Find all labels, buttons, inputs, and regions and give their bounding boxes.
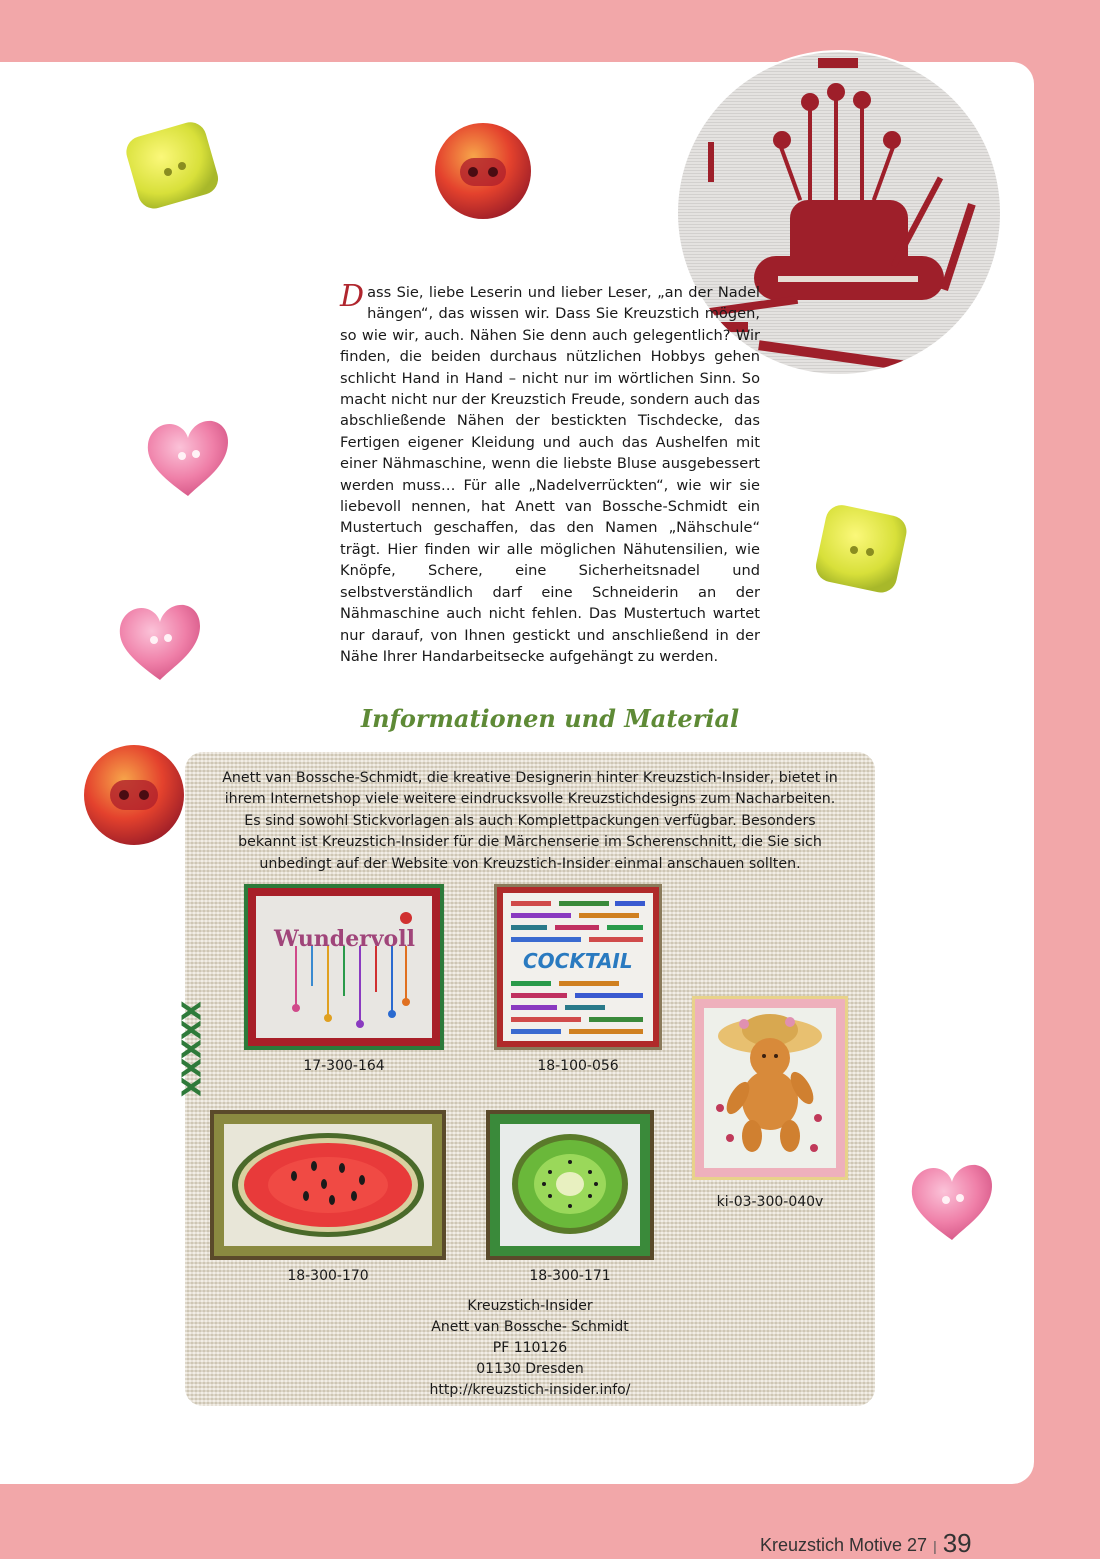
product-image-cocktail [494,884,662,1050]
footer-separator: | [933,1538,937,1554]
contact-address [380,1296,680,1401]
cross-stitch-marks: XXXXX [174,1000,205,1097]
page-number: 39 [942,1528,972,1558]
wundervoll-art-text: Wundervoll [274,926,415,952]
pink-heart-button-icon [904,1154,1000,1248]
red-round-button-icon [430,118,536,224]
watermelon-artwork-icon [224,1124,432,1246]
pink-heart-button-icon [140,412,236,504]
product-code: 17-300-164 [303,1058,385,1074]
intro-text: ass Sie, liebe Leserin und lieber Leser, „an der Nadel hängen“, das wissen wir. Dass Sie Kreuzstich mögen, so wie wir, auch. Nähen Sie denn auch gelegentlich? Wir finden, die beiden durchaus nützlichen Hobbys gehen schlicht Hand in Hand – nicht nur im wörtlichen Sinn. So macht nicht nur der Kreuzstich Freude, sondern auch das abschließende Nähen der bestickten Tischdecke, das Fertigen eigener Kleidung und auch das Aushelfen mit einer Nähmaschine, wenn die liebste Bluse ausgebessert werden muss… Für alle „Nadelverrückten“, wie wir sie liebevoll nennen, hat Anett van Bossche-Schmidt ein Mustertuch geschaffen, das den Namen „Nähschule“ trägt. Hier finden wir alle möglichen Nähutensilien, wie Knöpfe, Schere, eine Sicherheitsnadel und selbstverständlich darf eine Schneiderin an der Nähmaschine auch nicht fehlen. Das Mustertuch wartet nur darauf, von Ihnen gestickt und anschließend in der Nähe Ihrer Handarbeitsecke aufgehängt zu werden. [340,284,760,665]
product-image-watermelon [210,1110,446,1260]
wundervoll-artwork-icon [256,896,432,1038]
intro-paragraph [340,279,760,667]
product-code: 18-100-056 [537,1058,619,1074]
page-footer [760,1528,972,1559]
contact-url[interactable]: http://kreuzstich-insider.info/ [429,1382,631,1398]
product-image-teddy [692,996,848,1180]
cocktail-art-text: COCKTAIL [523,949,633,973]
product-image-wundervoll [244,884,444,1050]
kiwi-artwork-icon [500,1124,640,1246]
section-title: Informationen und Material [360,704,740,733]
yellow-square-button-icon [118,112,230,224]
product-code: ki-03-300-040v [716,1194,824,1210]
contact-po-box: PF 110126 [492,1340,568,1356]
red-round-button-icon [78,742,190,848]
drop-cap: D [340,279,365,314]
contact-company: Kreuzstich-Insider [467,1298,593,1314]
product-code: 18-300-171 [529,1268,611,1284]
contact-city: 01130 Dresden [476,1361,584,1377]
yellow-square-button-icon [806,494,918,606]
pink-heart-button-icon [112,594,208,688]
contact-name: Anett van Bossche- Schmidt [431,1319,629,1335]
info-text: Anett van Bossche-Schmidt, die kreative Designerin hinter Kreuzstich-Insider, bietet in ihrem Internetshop viele weitere eindrucksvolle Kreuzstichdesigns zum Nacharbeiten. Es sind sowohl Stickvorlagen als auch Komplettpackungen verfügbar. Besonders bekannt ist Kreuzstich-Insider für die Märchenserie im Scherenschnitt, die Sie sich unbedingt auf der Website von Kreuzstich-Insider einmal anschauen sollten. [222,770,838,872]
teddy-artwork-icon [704,1008,836,1168]
product-image-kiwi [486,1110,654,1260]
product-code: 18-300-170 [287,1268,369,1284]
magazine-title: Kreuzstich Motive 27 [760,1535,928,1555]
